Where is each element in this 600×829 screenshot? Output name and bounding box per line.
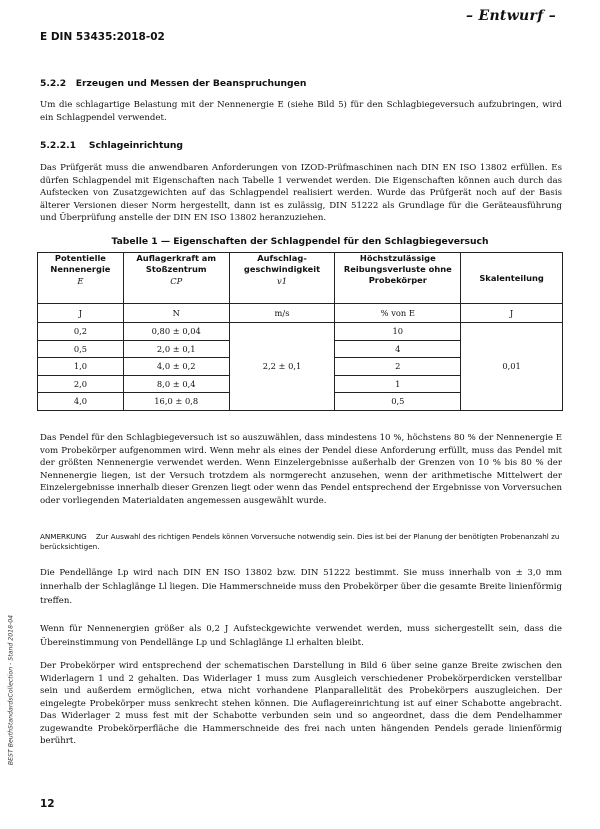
side-watermark-text: BEST BeuthStandardsCollection - Stand 2018-04 xyxy=(7,614,15,766)
loss-cell: 1 xyxy=(335,375,461,393)
table-units-row xyxy=(38,304,563,323)
paragraph-5-2-2: Um die schlagartige Belastung mit der Nennenergie E (siehe Bild 5) für den Schlagbiegeversuch aufzubringen, wird ein Schlagpendel verwendet. xyxy=(40,100,562,123)
energy-cell: 2,0 xyxy=(38,375,124,393)
section-heading-5-2-2-1: 5.2.2.1 Schlageinrichtung xyxy=(40,140,184,151)
document-id: E DIN 53435:2018-02 xyxy=(40,31,165,43)
header-symbol: v1 xyxy=(277,276,287,286)
section-heading-5-2-2: 5.2.2 Erzeugen und Messen der Beanspruchungen xyxy=(40,78,307,89)
unit-cell: N xyxy=(123,304,229,323)
force-cell: 2,0 ± 0,1 xyxy=(123,340,229,358)
header-cell xyxy=(229,253,335,304)
energy-cell: 1,0 xyxy=(38,358,124,376)
scale-cell: 0,01 xyxy=(461,323,563,411)
side-watermark xyxy=(4,560,18,820)
note-text: Zur Auswahl des richtigen Pendels können Vorversuche notwendig sein. Dies ist bei der Planung der benötigten Probenanzahl zu berücksichtigen. xyxy=(40,532,560,551)
energy-cell: 4,0 xyxy=(38,393,124,411)
table-caption: Tabelle 1 — Eigenschaften der Schlagpendel für den Schlagbiegeversuch xyxy=(111,236,489,247)
header-symbol: E xyxy=(77,276,84,286)
header-cell xyxy=(335,253,461,304)
paragraph-pendulum-length: Die Pendellänge Lp wird nach DIN EN ISO 13802 bzw. DIN 51222 bestimmt. Sie muss innerhalb von ± 3,0 mm innerhalb der Schlaglänge Ll liegen. Die Hammerschneide muss den Probekörper über die gesamte Breite linienförmig treffen. xyxy=(40,568,562,606)
force-cell: 8,0 ± 0,4 xyxy=(123,375,229,393)
draft-label: – Entwurf – xyxy=(466,8,556,24)
unit-cell: % von E xyxy=(335,304,461,323)
header-cell xyxy=(38,253,124,304)
paragraph-pendulum-selection: Das Pendel für den Schlagbiegeversuch ist so auszuwählen, dass mindestens 10 %, höchstens 80 % der Nennenergie E vom Probekörper aufgenommen wird. Wenn mehr als eines der Pendel diese Anforderung erfüllt, muss das Pendel mit der größten Nennenergie verwendet werden. Wenn Einzelergebnisse außerhalb der Grenzen von 10 % bis 80 % der Nennenergie liegen, ist der Versuch trotzdem als normgerecht anzusehen, wenn der arithmetische Mittelwert der Einzelergebnisse innerhalb dieser Grenzen liegt oder wenn das Pendel entsprechend der Ergebnisse von Vorversuchen oder vorliegenden Materialdaten angemessen ausgewählt wurde. xyxy=(40,433,562,506)
header-label: Aufschlag-geschwindigkeit xyxy=(243,253,321,274)
force-cell: 16,0 ± 0,8 xyxy=(123,393,229,411)
paragraph-5-2-2-1: Das Prüfgerät muss die anwendbaren Anforderungen von IZOD-Prüfmaschinen nach DIN EN ISO 13802 erfüllen. Es dürfen Schlagpendel mit Eigenschaften nach Tabelle 1 verwendet werden. Die Eigenschaften können auch durch das Aufstecken von Zusatzgewichten auf das Schlagpendel realisiert werden. Wurde das Prüfgerät noch auf der Basis älterer Versionen dieser Norm hergestellt, dann ist es zulässig, DIN 51222 als Grundlage für die Geräteausführung und Überprüfung anstelle der DIN EN ISO 13802 heranzuziehen. xyxy=(40,163,562,223)
note-label: ANMERKUNG xyxy=(40,532,87,541)
unit-cell: J xyxy=(38,304,124,323)
note-block xyxy=(40,532,562,552)
paragraph-specimen: Der Probekörper wird entsprechend der schematischen Darstellung in Bild 6 über seine ganze Breite zwischen den Widerlagern 1 und 2 gehalten. Das Widerlager 1 muss zum Ausgleich verschiedener Probekörperdicken verstellbar sein und außerdem ermöglichen, etwa nicht vorhandene Planparallelität des Probekörpers auszugleichen. Der eingelegte Probekörper muss senkrecht stehen können. Die Auflagereinrichtung ist auf einer Schabotte angebracht. Das Widerlager 2 muss fest mit der Schabotte verbunden sein und so angeordnet, dass die dem Pendelhammer zugewandte Probekörperfläche die Hammerschneide des frei nach unten hängenden Pendels gerade linienförmig berührt. xyxy=(40,661,562,746)
pendulum-properties-table xyxy=(37,252,563,411)
header-label: Skalenteilung xyxy=(479,272,544,283)
energy-cell: 0,2 xyxy=(38,323,124,341)
header-symbol: CP xyxy=(170,276,183,286)
header-cell xyxy=(123,253,229,304)
page-number: 12 xyxy=(40,798,55,810)
paragraph-extra-weights: Wenn für Nennenergien größer als 0,2 J Aufsteckgewichte verwendet werden, muss sichergestellt sein, dass die Übereinstimmung von Pendellänge Lp und Schlaglänge Ll erhalten bleibt. xyxy=(40,624,562,648)
table-row xyxy=(38,323,563,341)
energy-cell: 0,5 xyxy=(38,340,124,358)
loss-cell: 0,5 xyxy=(335,393,461,411)
unit-cell: m/s xyxy=(229,304,335,323)
speed-cell: 2,2 ± 0,1 xyxy=(229,323,335,411)
header-label: Auflagerkraft am Stoßzentrum xyxy=(136,253,217,274)
unit-cell: J xyxy=(461,304,563,323)
loss-cell: 2 xyxy=(335,358,461,376)
loss-cell: 4 xyxy=(335,340,461,358)
header-label: Höchstzulässige Reibungsverluste ohne Probekörper xyxy=(343,253,452,285)
table-header-row xyxy=(38,253,563,304)
force-cell: 0,80 ± 0,04 xyxy=(123,323,229,341)
header-label: Potentielle Nennenergie xyxy=(50,253,111,274)
header-cell xyxy=(461,253,563,304)
force-cell: 4,0 ± 0,2 xyxy=(123,358,229,376)
loss-cell: 10 xyxy=(335,323,461,341)
